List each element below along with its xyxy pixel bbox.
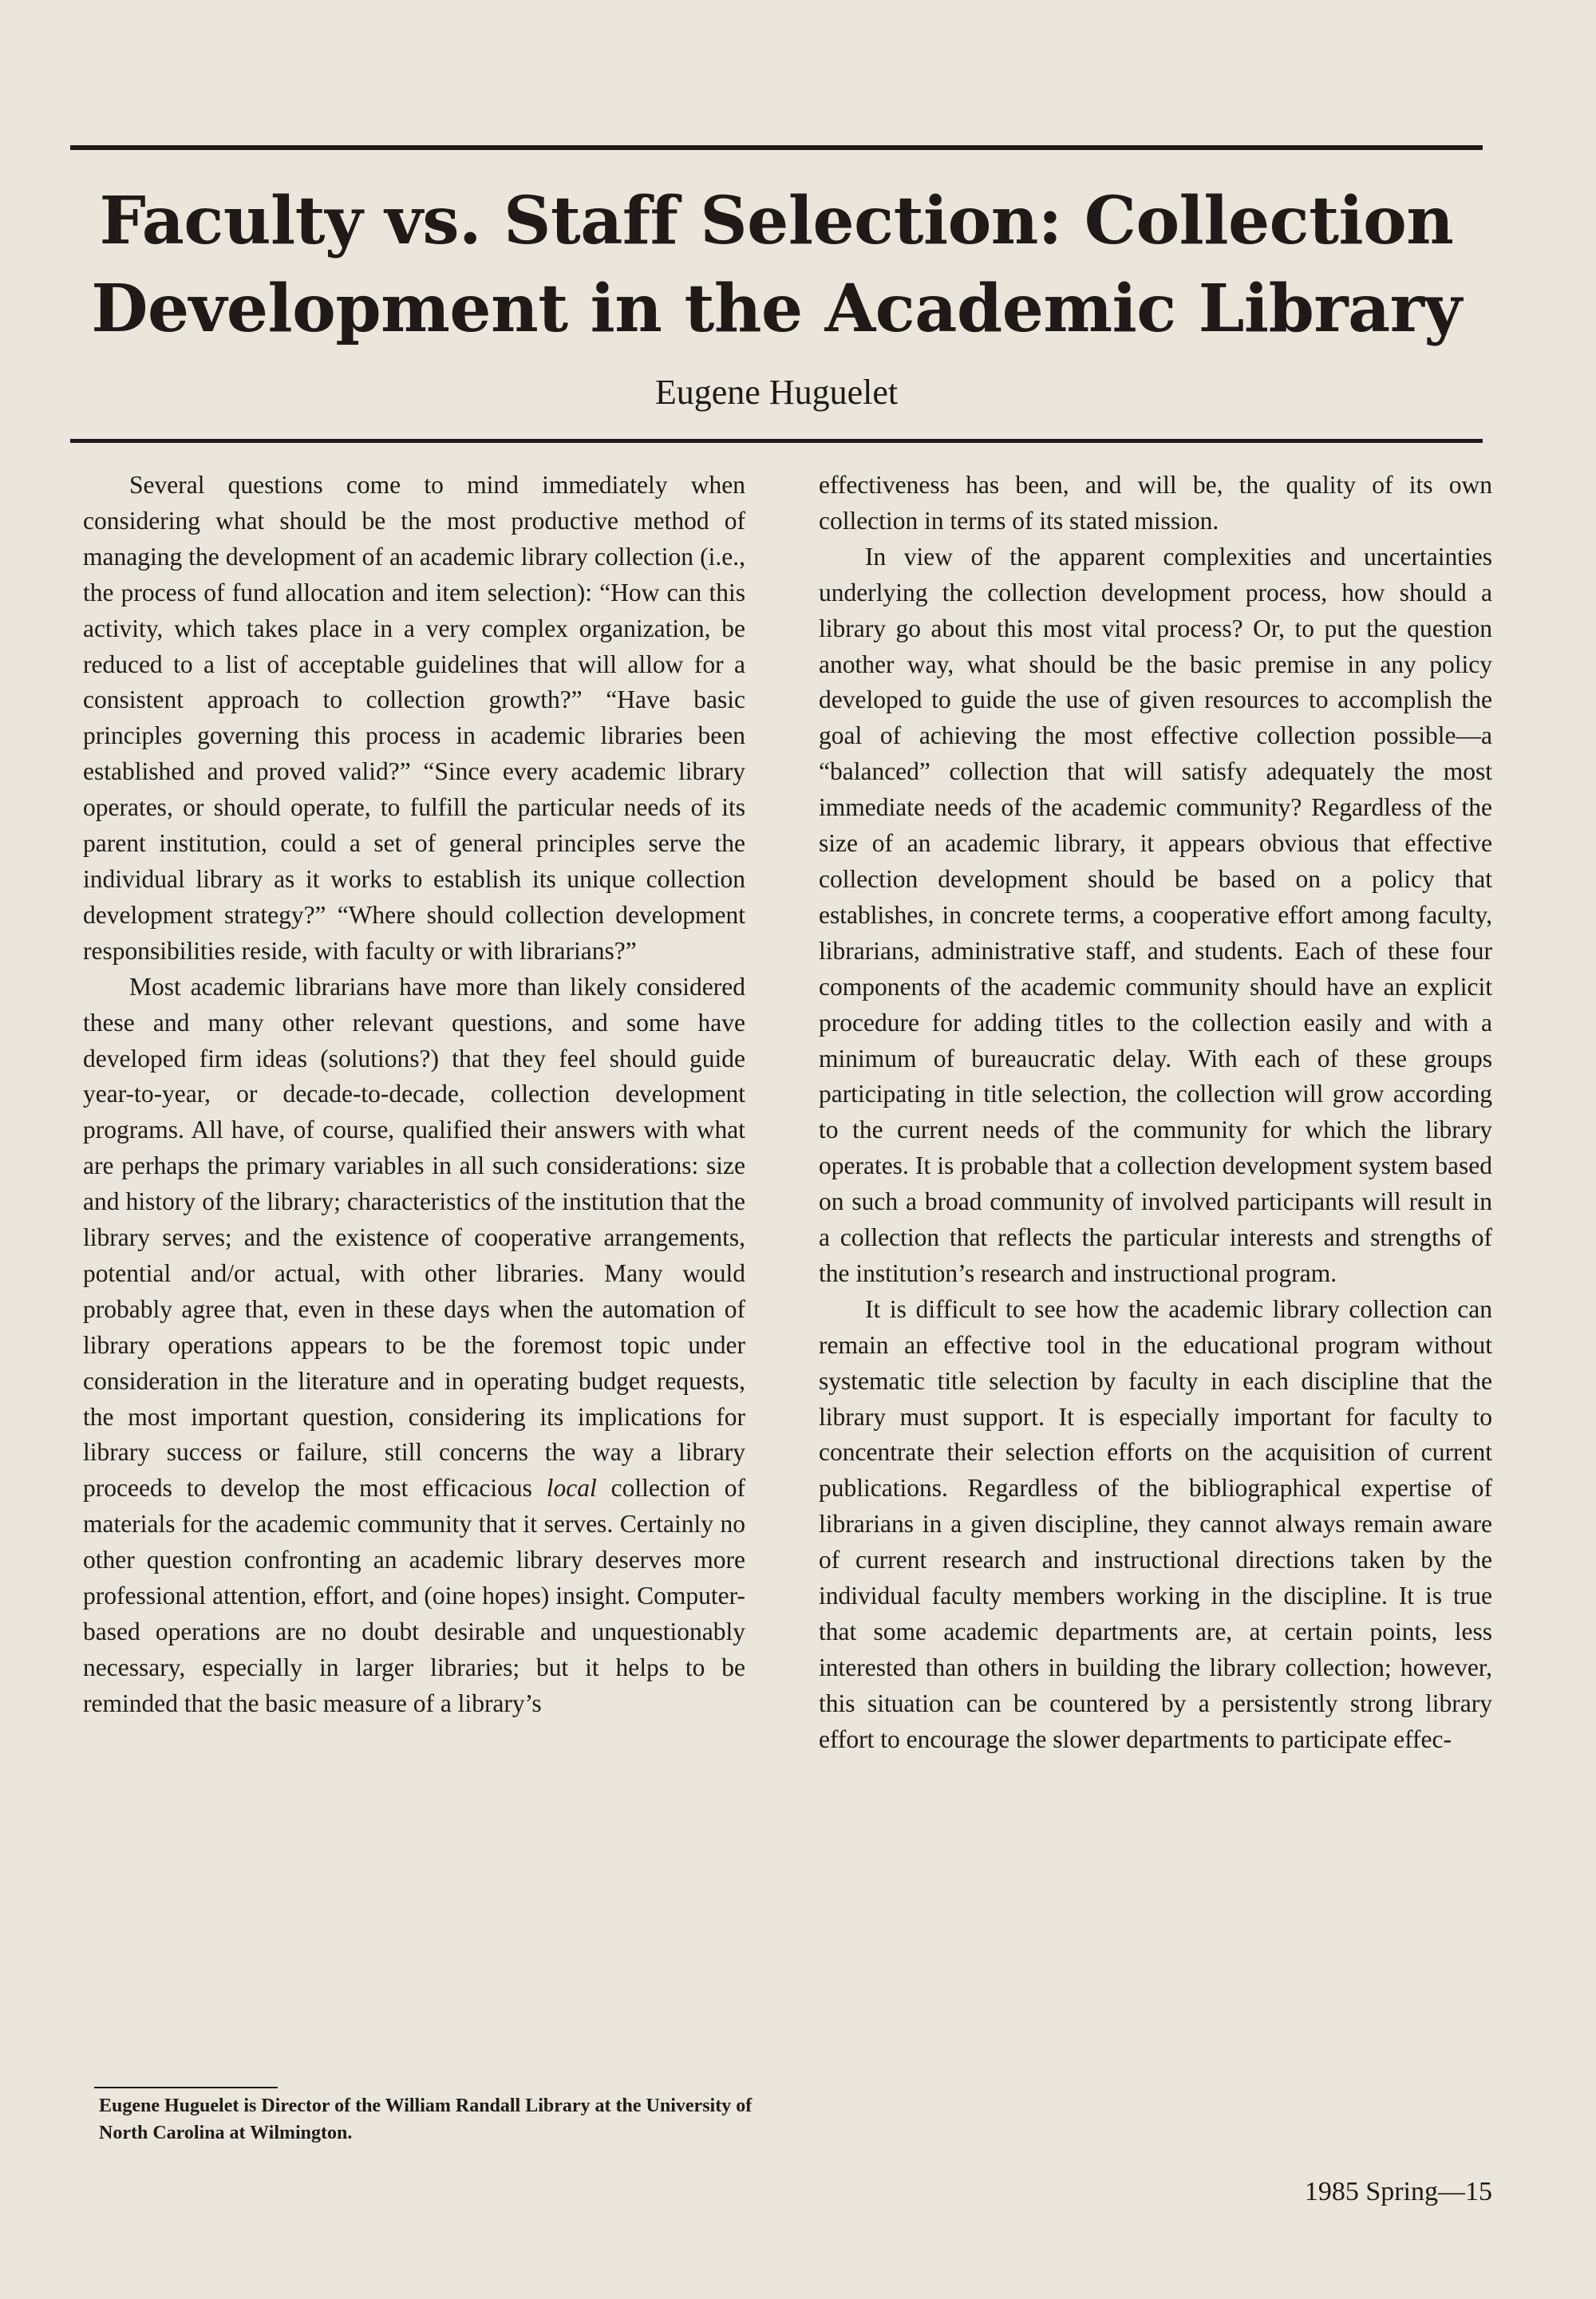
right-paragraph-2: In view of the apparent complexities and uncertainties underlying the collection development process, how should a library go about this most vital process? Or, to put the question another way, what should be the basic premise in any policy developed to guide the use of given resources to accomplish the goal of achieving the most effective collection possible—a “balanced” collection that will satisfy adequately the most immediate needs of the academic community? Regardless of the size of an academic library, it appears obvious that effective collection development should be based on a policy that establishes, in concrete terms, a cooperative effort among faculty, librarians, administrative staff, and students. Each of these four components of the academic community should have an explicit procedure for adding titles to the collection easily and with a minimum of bureaucratic delay. With each of these groups participating in title selection, the collection will grow according to the current needs of the community for which the library operates. It is probable that a collection development system based on such a broad community of involved participants will result in a collection that reflects the particular interests and strengths of the institution’s research and instructional program. xyxy=(819,542,1492,1287)
author-footnote: Eugene Huguelet is Director of the William Randall Library at the University of North Carolina at Wilmington. xyxy=(99,2096,753,2143)
left-paragraph-2 xyxy=(83,970,745,1722)
left-paragraph-2-text-a: Most academic librarians have more than likely considered these and many other relevant questions, and some have developed firm ideas (solutions?) that they feel should guide year-to-year, or decade-to-decade, collection development programs. All have, of course, qualified their answers with what are perhaps the primary variables in all such considerations: size and history of the library; characteristics of the institution that the library serves; and the existence of cooperative arrangements, potential and/or actual, with other libraries. Many would probably agree that, even in these days when the automation of library operations appears to be the foremost topic under consideration in the literature and in operating budget requests, the most important question, considering its implications for library success or failure, still concerns the way a library proceeds to develop the most efficacious xyxy=(83,972,745,1503)
page-folio: 1985 Spring—15 xyxy=(1304,2177,1492,2206)
left-column xyxy=(83,468,745,1722)
article-title xyxy=(70,177,1483,353)
left-paragraph-2-text-b: collection of materials for the academic community that it serves. Certainly no other question confronting an academic library deserves more professional attention, effort, and (oine hopes) insight. Computer-based operations are no doubt desirable and unquestionably necessary, especially in larger libraries; but it helps to be reminded that the basic measure of a library’s xyxy=(83,1474,745,1717)
right-paragraph-3: It is difficult to see how the academic library collection can remain an effective tool in the educational program without systematic title selection by faculty in each discipline that the library must support. It is especially important for faculty to concentrate their selection efforts on the acquisition of current publications. Regardless of the bibliographical expertise of librarians in a given discipline, they cannot always remain aware of current research and instructional directions taken by the individual faculty members working in the discipline. It is true that some academic departments are, at certain points, less interested than others in building the library collection; however, this situation can be countered by a persistently strong library effort to encourage the slower departments to participate effec- xyxy=(819,1294,1492,1753)
footnote-rule xyxy=(94,2087,278,2088)
right-column xyxy=(819,468,1492,1758)
article-title-line-1: Faculty vs. Staff Selection: Collection xyxy=(99,183,1454,259)
left-paragraph-2-emphasis: local xyxy=(546,1474,597,1503)
article-title-line-2: Development in the Academic Library xyxy=(91,271,1462,347)
title-top-rule xyxy=(70,145,1483,150)
article-author: Eugene Huguelet xyxy=(654,373,899,412)
title-bottom-rule xyxy=(70,439,1483,443)
right-paragraph-1: effectiveness has been, and will be, the quality of its own collection in terms of its stated mission. xyxy=(819,471,1492,535)
left-paragraph-1: Several questions come to mind immediately when considering what should be the most productive method of managing the development of an academic library collection (i.e., the process of fund allocation and item selection): “How can this activity, which takes place in a very complex organization, be reduced to a list of acceptable guidelines that will allow for a consistent approach to collection growth?” “Have basic principles governing this process in academic libraries been established and proved valid?” “Since every academic library operates, or should operate, to fulfill the particular needs of its parent institution, could a set of general principles serve the individual library as it works to establish its unique collection development strategy?” “Where should collection development responsibilities reside, with faculty or with librarians?” xyxy=(83,471,745,965)
